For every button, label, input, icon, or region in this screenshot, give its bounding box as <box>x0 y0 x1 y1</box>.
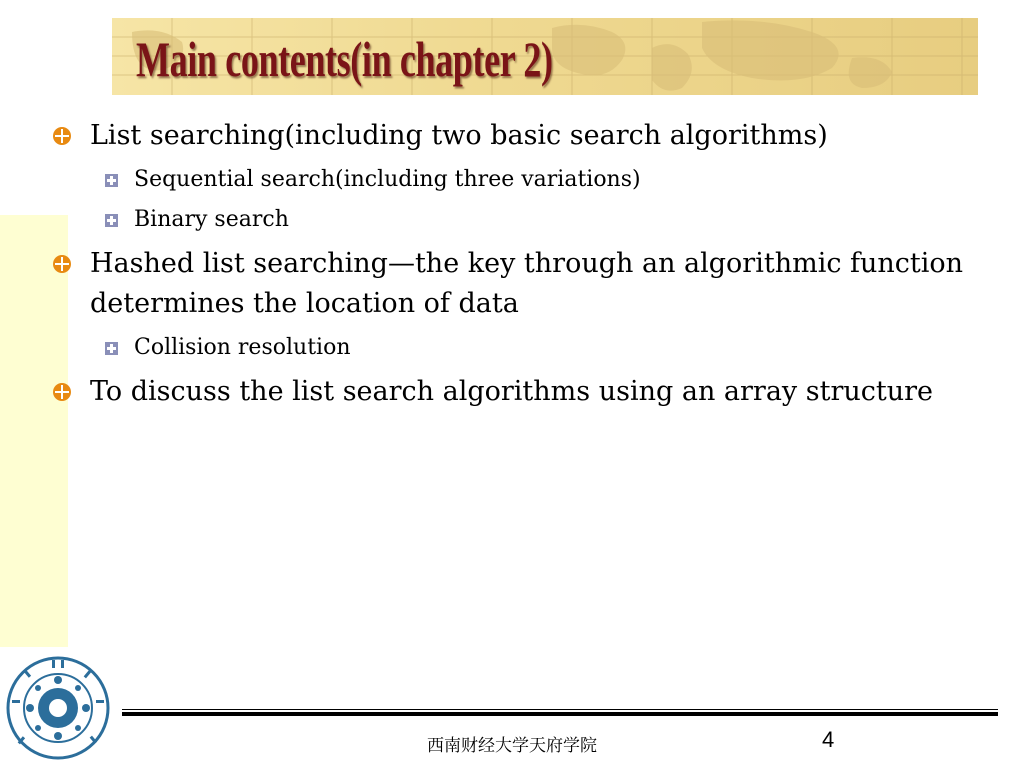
footer-divider-thick <box>122 712 998 716</box>
sub-list <box>52 328 972 368</box>
bullet-text: Hashed list searching—the key through an algorithmic function determines the location of data <box>90 248 964 319</box>
sub-bullet-text: Binary search <box>134 207 289 232</box>
bullet-item-hashed-list-searching <box>52 244 972 324</box>
bullet-item-array-structure <box>52 372 972 412</box>
sub-bullet-binary-search <box>52 200 972 240</box>
sub-bullet-text: Collision resolution <box>134 335 351 360</box>
slide-title: Main contents(in chapter 2) <box>136 31 553 87</box>
sub-bullet-collision-resolution <box>52 328 972 368</box>
footer-divider-thin <box>122 709 998 710</box>
sub-bullet-sequential-search <box>52 160 972 200</box>
circle-bullet-icon <box>52 254 72 274</box>
bullet-list <box>52 116 972 416</box>
sub-list <box>52 160 972 240</box>
circle-bullet-icon <box>52 126 72 146</box>
bullet-text: List searching(including two basic search algorithms) <box>90 120 828 151</box>
square-bullet-icon <box>105 214 118 227</box>
footer-institution-name: 西南财经大学天府学院 <box>427 736 597 756</box>
square-bullet-icon <box>105 174 118 187</box>
square-bullet-icon <box>105 342 118 355</box>
sub-bullet-text: Sequential search(including three variations) <box>134 167 641 192</box>
circle-bullet-icon <box>52 382 72 402</box>
bullet-text: To discuss the list search algorithms using an array structure <box>90 376 934 407</box>
bullet-item-list-searching <box>52 116 972 156</box>
page-number: 4 <box>822 727 835 752</box>
school-seal-icon <box>6 656 110 760</box>
